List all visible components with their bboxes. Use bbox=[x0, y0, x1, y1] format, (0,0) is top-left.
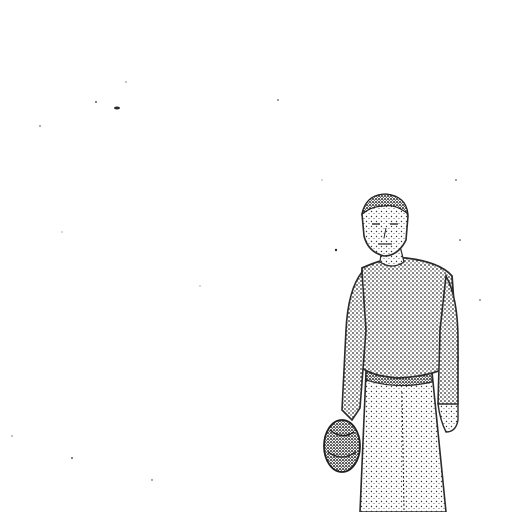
right-hand bbox=[438, 404, 458, 432]
standing-man-figure bbox=[324, 194, 458, 512]
helmet bbox=[324, 420, 360, 472]
trousers bbox=[360, 372, 446, 512]
head bbox=[362, 194, 408, 256]
left-arm bbox=[342, 272, 366, 420]
